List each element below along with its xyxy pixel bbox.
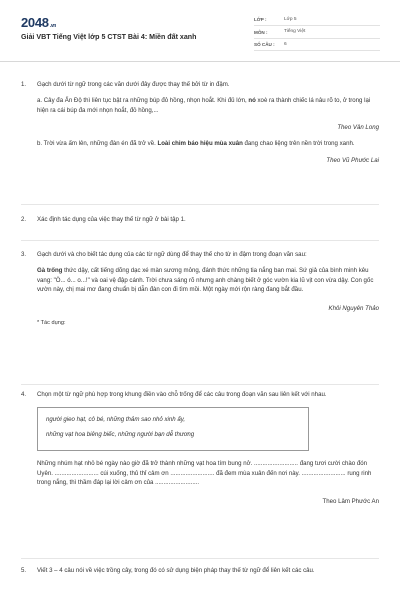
divider xyxy=(21,204,379,205)
question-1 xyxy=(21,80,379,166)
question-2 xyxy=(21,215,379,224)
question-number: 1. xyxy=(21,81,27,88)
word-choice-line: những vạt hoa biêng biếc, những người bạn dễ thương xyxy=(46,430,195,438)
question-number: 4. xyxy=(21,391,27,398)
word-choice-box xyxy=(37,407,309,451)
meta-key: SỐ CÂU : xyxy=(254,41,275,47)
question-text: Xác định tác dụng của việc thay thế từ ngữ ở bài tập 1. xyxy=(37,216,186,223)
source-attribution: Theo Vũ Phước Lai xyxy=(326,157,379,165)
divider xyxy=(21,240,379,241)
logo-text: 2048 xyxy=(21,15,49,30)
meta-value: Lớp 5 xyxy=(284,16,297,22)
question-text: Gạch dưới từ ngữ trong các văn dưới đây được thay thế bởi từ in đậm. xyxy=(37,81,230,88)
meta-key: MÔN : xyxy=(254,29,268,35)
source-attribution: Theo Vân Long xyxy=(337,124,379,132)
question-text: Viết 3 – 4 câu nói về việc trồng cây, trong đó có sử dụng biện pháp thay thế từ ngữ để liên kết các câu. xyxy=(37,567,315,574)
meta-row-class xyxy=(254,14,380,26)
question-text: Chọn một từ ngữ phù hợp trong khung điền vào chỗ trống để các câu trong đoạn văn sau liên kết với nhau. xyxy=(37,391,327,398)
source-attribution: Theo Lâm Phước An xyxy=(322,497,379,505)
fill-in-passage: Những nhúm hạt nhỏ bé ngày nào giờ đã trở thành những vạt hoa tím bung nở. .......................... đang tươi cười chào đón Uyên. .......................... cúi xuống, thủ thỉ cảm ơn .......................... đã đem mùa xuân đến nơi này. .......................... rung rinh trong nắng, thì thầm đáp lại lời cảm ơn của .......................... xyxy=(37,460,372,487)
question-5 xyxy=(21,566,379,575)
question-number: 2. xyxy=(21,216,27,223)
question-4 xyxy=(21,390,379,506)
logo-suffix: .vn xyxy=(49,23,57,29)
passage xyxy=(37,266,379,294)
bold-word: Gà trống xyxy=(37,267,63,275)
document-header xyxy=(0,0,400,62)
question-number: 3. xyxy=(21,251,27,258)
passage-text: a. Cây đa Ấn Độ thì liên tục bật ra những búp đỏ hồng, nhọn hoắt. Khi đủ lớn, xyxy=(37,97,249,105)
passage-text: b. Trời vừa ấm lên, những đàn én đã trở về. xyxy=(37,139,158,147)
effect-label: * Tác dụng: xyxy=(37,320,66,327)
meta-row-count xyxy=(254,39,380,51)
passage-text: xoè ra thành chiếc lá nâu rõ to, ở trong lại hiện ra cái búp đa mới nhọn hoắt, đỏ hồng,... xyxy=(37,97,371,114)
site-logo[interactable] xyxy=(21,13,56,33)
page-title: Giải VBT Tiếng Việt lớp 5 CTST Bài 4: Miền đất xanh xyxy=(21,33,197,41)
question-text: Gạch dưới và cho biết tác dụng của các từ ngữ dùng để thay thế cho từ in đậm trong đoạn văn sau: xyxy=(37,251,307,258)
bold-word: nó xyxy=(248,97,256,105)
meta-value: 6 xyxy=(284,41,287,47)
meta-value: Tiếng Việt xyxy=(284,29,306,35)
question-number: 5. xyxy=(21,567,27,574)
divider xyxy=(21,384,379,385)
document-meta-table xyxy=(254,14,380,51)
meta-row-subject xyxy=(254,26,380,38)
passage-a xyxy=(37,96,379,115)
passage-text: đang chao liệng trên nền trời trong xanh. xyxy=(242,139,355,147)
word-choice-line: người gieo hạt, cô bé, những thảm sao nhỏ xinh ấy, xyxy=(46,416,186,424)
question-3 xyxy=(21,250,379,328)
passage-text: thức dậy, cất tiếng dõng dạc xé màn sương mỏng, đánh thức những tia nắng ban mai. Sứ giả của bình minh kêu vang: "Ò... ó... o...!" và oai vệ đập cánh. Trời chưa sáng rõ nhưng anh chàng biết ở góc vườn kia lũ vịt con vừa dậy. Con gốc vườn này, chị mai mơ đang chuẩn bị dẫn đàn con đi tìm mồi. Một ngày mới rộn ràng đang bắt đầu. xyxy=(37,267,374,294)
divider xyxy=(21,558,379,559)
passage-b xyxy=(37,139,379,148)
bold-phrase: Loài chim báo hiệu mùa xuân xyxy=(157,139,243,147)
source-attribution: Khôi Nguyên Thảo xyxy=(328,304,379,312)
meta-key: LỚP : xyxy=(254,17,267,23)
